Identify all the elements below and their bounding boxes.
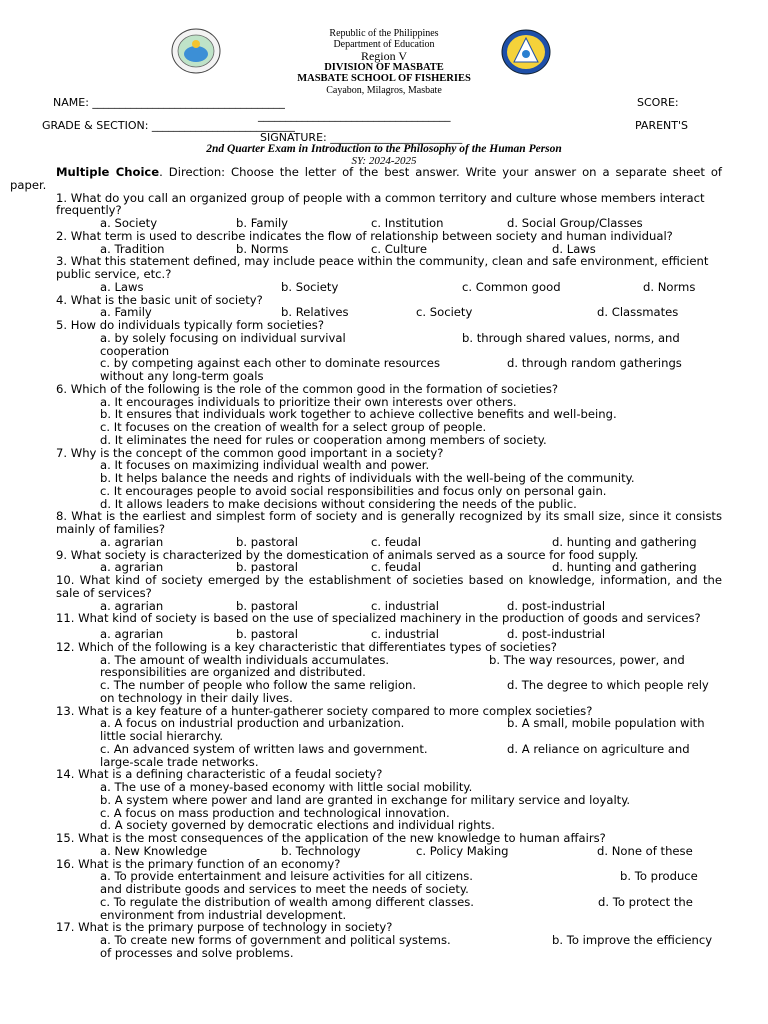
- choice: c. by competing against each other to dominate resources: [100, 356, 440, 371]
- choice: d. Social Group/Classes: [507, 216, 643, 230]
- choice: b. A small, mobile population with little social hierarchy.: [100, 716, 705, 743]
- choice: a. Society: [100, 216, 158, 230]
- choice: b. pastoral: [236, 598, 298, 613]
- question-1: 1. What do you call an organized group of people with a common territory and culture whose members interact frequently?: [56, 190, 705, 218]
- choices-row: [100, 243, 722, 256]
- choice: b. To produce and distribute goods and services to meet the needs of society.: [100, 869, 698, 896]
- choice: d. It eliminates the need for rules or cooperation among members of society.: [100, 432, 547, 447]
- choice: b. through shared values, norms, and cooperation: [100, 330, 680, 358]
- choice: c. industrial: [371, 627, 439, 641]
- choice: c. It focuses on the creation of wealth for a select group of people.: [100, 420, 487, 434]
- instructions: [10, 166, 722, 192]
- choices-row: [100, 536, 722, 549]
- choice: c. Institution: [371, 216, 444, 230]
- choice: b. Relatives: [281, 305, 349, 320]
- choice: d. To protect the environment from industrial development.: [100, 894, 693, 922]
- choice-pair: [10, 357, 722, 383]
- question-9: 9. What society is characterized by the domestication of animals served as a source for food supply.: [56, 547, 639, 562]
- header-department: Department of Education: [333, 39, 435, 50]
- choice-pair: [10, 679, 722, 705]
- header-address: Cayabon, Milagros, Masbate: [326, 85, 442, 96]
- choice-pair: [10, 870, 722, 896]
- choice: d. post-industrial: [507, 598, 606, 613]
- instructions-text: . Direction: Choose the letter of the best answer. Write your answer on a separate sheet of paper.: [10, 165, 723, 192]
- choice: c. Culture: [371, 241, 427, 256]
- choice: b. Norms: [236, 241, 289, 256]
- choice: c. feudal: [371, 534, 421, 549]
- choice-pair: [10, 717, 722, 743]
- choice: a. Laws: [100, 279, 144, 294]
- choice: b. Family: [236, 216, 289, 230]
- question-12: 12. Which of the following is a key characteristic that differentiates types of societies?: [56, 639, 557, 654]
- choice-pair: [10, 896, 722, 922]
- choice: d. It allows leaders to make decisions without considering the needs of the public.: [100, 496, 577, 511]
- header-republic: Republic of the Philippines: [329, 28, 439, 39]
- choice: c. Common good: [462, 279, 561, 294]
- choice: d. hunting and gathering: [552, 560, 697, 575]
- choice: a. It focuses on maximizing individual wealth and power.: [100, 458, 430, 473]
- header-school: MASBATE SCHOOL OF FISHERIES: [297, 73, 471, 84]
- grade-section-field: GRADE & SECTION: __________________________: [42, 119, 295, 132]
- choice: b. pastoral: [236, 627, 298, 641]
- question-16: 16. What is the primary function of an economy?: [56, 856, 341, 871]
- question-3: 3. What this statement defined, may include peace within the community, clean and safe environment, efficient public service, etc.?: [56, 254, 709, 281]
- choice: b. It ensures that individuals work together to achieve collective benefits and well-being.: [100, 407, 617, 422]
- school-year: SY: 2024-2025: [351, 155, 417, 167]
- choice: a. agrarian: [100, 627, 164, 641]
- choice: c. To regulate the distribution of wealth among different classes.: [100, 894, 474, 909]
- choice: a. agrarian: [100, 560, 164, 575]
- choice: a. agrarian: [100, 534, 164, 549]
- instructions-label: Multiple Choice: [56, 165, 160, 179]
- choice-pair: [10, 332, 722, 358]
- choice-pair: [10, 743, 722, 769]
- header-region: Region V: [360, 49, 408, 63]
- choice: b. pastoral: [236, 534, 298, 549]
- choices-row: [100, 561, 722, 574]
- choice-pair: [10, 654, 722, 680]
- choice: a. To create new forms of government and political systems.: [100, 933, 451, 947]
- choice: b. To improve the efficiency of processes and solve problems.: [100, 933, 713, 960]
- choice: a. The use of a money-based economy with little social mobility.: [100, 780, 473, 794]
- signature-field: SIGNATURE: ________________________: [260, 131, 463, 144]
- choice: c. A focus on mass production and technological innovation.: [100, 805, 450, 820]
- choice: c. feudal: [371, 560, 421, 575]
- question-6: 6. Which of the following is the role of the common good in the formation of societies?: [56, 381, 559, 396]
- question-5: 5. How do individuals typically form societies?: [56, 318, 324, 332]
- exam-content: [10, 166, 722, 960]
- question-8: 8. What is the earliest and simplest form of society and is generally recognized by its small size, since it consists mainly of families?: [56, 509, 722, 536]
- choice: c. Policy Making: [416, 843, 509, 858]
- choice: d. Classmates: [597, 305, 679, 320]
- choice-pair: [10, 934, 722, 960]
- question-2: 2. What term is used to describe indicates the flow of relationship between society and human individual?: [56, 228, 673, 243]
- blank-line: ___________________________________: [258, 109, 451, 122]
- question-7: 7. Why is the concept of the common good important in a society?: [56, 445, 444, 460]
- choices-row: [100, 217, 722, 230]
- choice: c. An advanced system of written laws and government.: [100, 741, 428, 756]
- choices-row: [100, 845, 722, 858]
- choice: b. Technology: [281, 843, 361, 858]
- choice: b. Society: [281, 279, 339, 294]
- choices-row: [100, 281, 722, 294]
- choice: b. The way resources, power, and responsibilities are organized and distributed.: [100, 652, 685, 680]
- question-4: 4. What is the basic unit of society?: [56, 292, 263, 307]
- choice: d. Norms: [643, 279, 696, 294]
- score-label: SCORE:: [637, 96, 679, 109]
- choice: a. It encourages individuals to prioritize their own interests over others.: [100, 394, 517, 409]
- choice: a. Family: [100, 305, 152, 320]
- choice: d. post-industrial: [507, 627, 606, 641]
- question-11: 11. What kind of society is based on the use of specialized machinery in the production of goods and services?: [56, 611, 701, 626]
- choice: b. A system where power and land are granted in exchange for military service and loyalty.: [100, 792, 631, 807]
- choice: a. The amount of wealth individuals accumulates.: [100, 652, 390, 667]
- question-14: 14. What is a defining characteristic of a feudal society?: [56, 767, 383, 782]
- choice: d. A reliance on agriculture and large-scale trade networks.: [100, 741, 690, 769]
- choice: a. To provide entertainment and leisure activities for all citizens.: [100, 869, 473, 884]
- choice: c. It encourages people to avoid social responsibilities and focus only on personal gain.: [100, 483, 607, 498]
- choice: b. It helps balance the needs and rights of individuals with the well-being of the community.: [100, 471, 635, 485]
- exam-title: 2nd Quarter Exam in Introduction to the Philosophy of the Human Person: [206, 143, 562, 155]
- question-10: 10. What kind of society emerged by the establishment of societies based on knowledge, information, and the sale of services?: [56, 573, 722, 600]
- choice: a. by solely focusing on individual survival: [100, 330, 346, 345]
- choice: c. industrial: [371, 598, 439, 613]
- name-field: NAME: ___________________________________: [53, 96, 285, 109]
- choice: d. The degree to which people rely on technology in their daily lives.: [100, 678, 709, 705]
- choice: c. Society: [416, 305, 473, 320]
- choice: a. agrarian: [100, 598, 164, 613]
- choice: a. New Knowledge: [100, 843, 208, 858]
- choices-row: [100, 628, 722, 641]
- choice: d. through random gatherings without any long-term goals: [100, 356, 682, 383]
- question-13: 13. What is a key feature of a hunter-gatherer society compared to more complex societies?: [56, 703, 593, 718]
- choice: b. pastoral: [236, 560, 298, 575]
- question-17: 17. What is the primary purpose of technology in society?: [56, 920, 393, 935]
- choice: d. hunting and gathering: [552, 534, 697, 549]
- choice: a. A focus on industrial production and urbanization.: [100, 716, 405, 731]
- parents-label: PARENT'S: [635, 119, 689, 132]
- choice: a. Tradition: [100, 241, 165, 256]
- choice: d. Laws: [552, 241, 596, 256]
- choice: d. None of these: [597, 843, 693, 858]
- choice: d. A society governed by democratic elections and individual rights.: [100, 818, 495, 833]
- question-15: 15. What is the most consequences of the application of the new knowledge to human affairs?: [56, 831, 606, 845]
- choices-row: [100, 306, 722, 319]
- choices-row: [100, 600, 722, 613]
- header-division: DIVISION OF MASBATE: [324, 62, 444, 73]
- choice: c. The number of people who follow the same religion.: [100, 678, 417, 692]
